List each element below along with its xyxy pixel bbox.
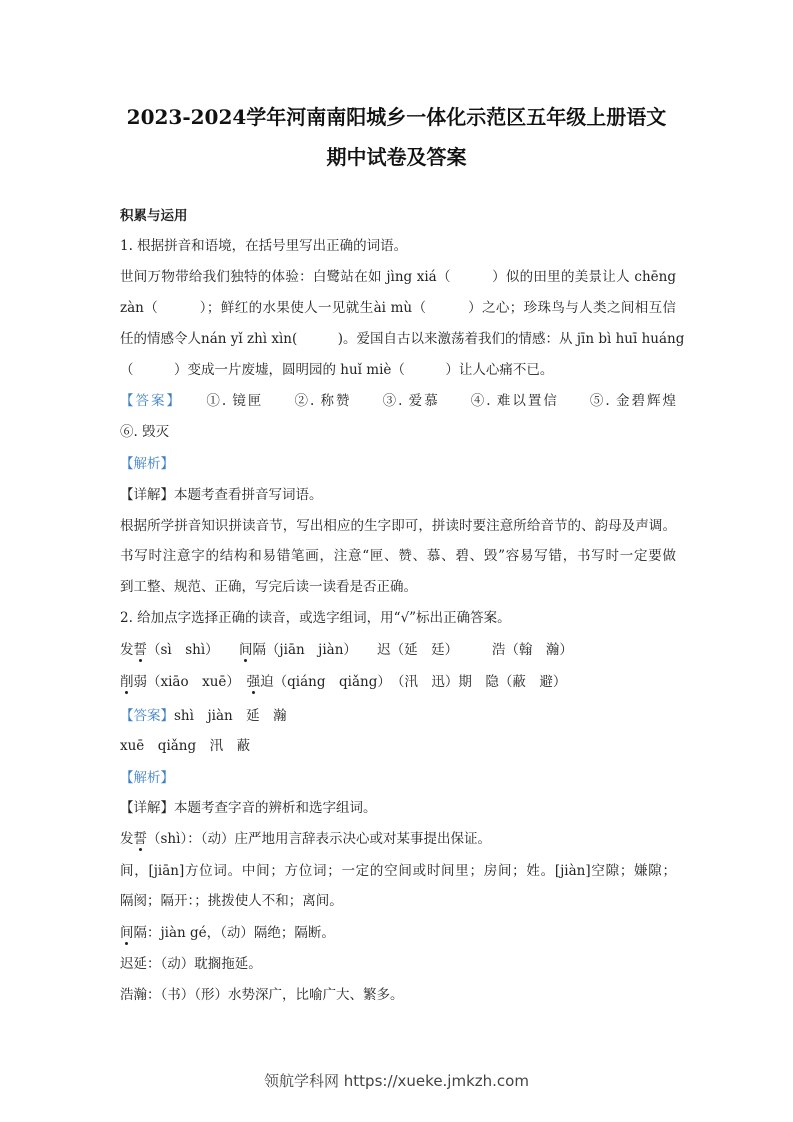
text-segment: 积累与运用 xyxy=(120,208,188,224)
text-segment: 【详解】本题考查看拼音写词语。 xyxy=(120,487,323,503)
text-line xyxy=(120,923,335,943)
document-title xyxy=(100,97,693,177)
title-line-2: 期中试卷及答案 xyxy=(326,145,467,169)
answer-label: 【答案】 xyxy=(120,393,176,409)
text-segment: zàn（ ）；鲜红的水果使人一见就生ài mù（ ）之心；珍珠鸟与人类之间相互信 xyxy=(120,300,676,316)
answer-label: 【解析】 xyxy=(120,456,174,472)
dotted-character: 强 xyxy=(246,674,261,690)
text-line xyxy=(120,485,323,505)
text-line xyxy=(120,454,174,474)
text-segment: xuē qiǎng 汛 蔽 xyxy=(120,738,251,754)
text-line xyxy=(120,329,685,349)
text-line xyxy=(120,672,566,692)
text-segment: 隔阂；隔开：；挑拨使人不和；离间。 xyxy=(120,893,343,909)
text-line xyxy=(120,236,407,256)
text-segment: ⑥. 毁灭 xyxy=(120,424,170,440)
text-line xyxy=(120,954,262,974)
text-segment: 根据所学拼音知识拼读音节，写出相应的生字即可，拼读时要注意所给音节的、韵母及声调。 xyxy=(120,518,676,534)
answer-label: 【答案】 xyxy=(120,708,174,724)
text-segment: 发 xyxy=(120,831,134,847)
answer-label: 【解析】 xyxy=(120,770,174,786)
text-segment: 隔（jiān jiàn） 迟（延 廷） 浩（翰 瀚） xyxy=(252,642,573,658)
text-segment: ①. 镜匣 ②. 称赞 ③. 爱慕 ④. 难以置信 ⑤. 金碧辉煌 xyxy=(175,393,677,409)
text-segment: 隔：jiàn gé，（动）隔绝；隔断。 xyxy=(133,925,335,941)
text-segment: 发 xyxy=(120,642,134,658)
text-line xyxy=(120,640,573,660)
dotted-character: 削 xyxy=(120,674,134,690)
text-segment: 2. 给加点字选择正确的读音，或选字组词，用“√”标出正确答案。 xyxy=(120,610,511,626)
text-segment: 世间万物带给我们独特的体验：白鹭站在如 jìng xiá（ ）似的田里的美景让人 chēng xyxy=(120,269,676,285)
footer-watermark: 领航学科网 https://xueke.jmkzh.com xyxy=(264,1072,529,1090)
dotted-character: 誓 xyxy=(133,831,147,847)
text-line xyxy=(120,267,676,287)
text-segment: 到工整、规范、正确，写完后读一读看是否正确。 xyxy=(120,579,417,595)
text-line xyxy=(120,298,676,318)
title-line-1: 2023-2024学年河南南阳城乡一体化示范区五年级上册语文 xyxy=(126,105,667,129)
text-segment: 间，[jiān]方位词。中间；方位词；一定的空间或时间里；房间；姓。[jiàn]空隙；嫌隙； xyxy=(120,863,676,879)
text-segment: 【详解】本题考查字音的辨析和选字组词。 xyxy=(120,800,377,816)
text-segment: 迟延：（动）耽搁拖延。 xyxy=(120,956,262,972)
text-line xyxy=(120,546,676,566)
text-line xyxy=(120,985,404,1005)
text-line xyxy=(120,391,676,411)
text-line xyxy=(120,360,553,380)
text-segment: （sì shì） xyxy=(147,642,239,658)
text-segment: （ ）变成一片废墟，圆明园的 huǐ miè（ ）让人心痛不已。 xyxy=(120,362,554,378)
dotted-character: 间 xyxy=(238,642,253,658)
text-line xyxy=(120,516,676,536)
text-line xyxy=(120,608,511,628)
text-line xyxy=(120,768,174,788)
text-segment: 1. 根据拼音和语境，在括号里写出正确的词语。 xyxy=(120,238,408,254)
text-line xyxy=(120,891,343,911)
text-line xyxy=(120,577,417,597)
text-segment: 弱（xiāo xuē） xyxy=(133,674,247,690)
text-line xyxy=(120,736,250,756)
text-line xyxy=(120,829,491,849)
text-segment: 书写时注意字的结构和易错笔画，注意“匣、赞、慕、碧、毁”容易写错，书写时一定要做 xyxy=(120,548,676,564)
text-line xyxy=(120,798,377,818)
text-line xyxy=(120,422,169,442)
text-line xyxy=(120,706,287,726)
text-segment: 迫（qiáng qiǎng） （汛 迅）期 隐（蔽 避） xyxy=(260,674,567,690)
dotted-character: 誓 xyxy=(133,642,147,658)
dotted-character: 间 xyxy=(120,925,134,941)
text-segment: 浩瀚：（书）（形）水势深广，比喻广大、繁多。 xyxy=(120,987,404,1003)
section-heading xyxy=(120,206,188,226)
text-segment: （shì）：（动）庄严地用言辞表示决心或对某事提出保证。 xyxy=(147,831,491,847)
text-line xyxy=(120,861,676,881)
text-segment: 任的情感令人nán yǐ zhì xìn( )。爱国自古以来激荡着我们的情感：从 jīn bì huī huáng xyxy=(120,331,685,347)
text-segment: shì jiàn 延 瀚 xyxy=(174,708,287,724)
